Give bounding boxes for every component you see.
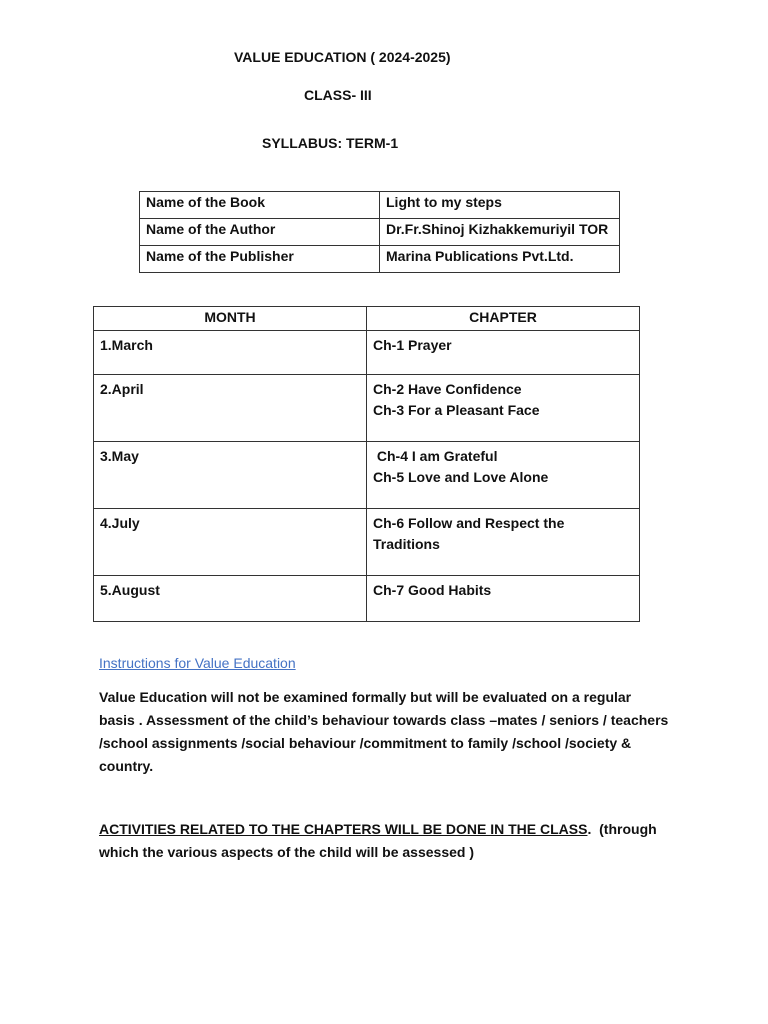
chapter-cell	[367, 331, 640, 375]
instructions-heading-link[interactable]: Instructions for Value Education	[99, 655, 296, 671]
book-value: Light to my steps	[380, 192, 620, 219]
book-info-table	[139, 191, 620, 273]
table-row	[94, 331, 640, 375]
table-row	[140, 219, 620, 246]
chapter-cell	[367, 375, 640, 442]
chapter-cell	[367, 442, 640, 509]
class-label: CLASS- III	[304, 87, 372, 103]
table-row	[140, 192, 620, 219]
chapter-cell	[367, 509, 640, 576]
chapter-line: Ch-3 For a Pleasant Face	[373, 402, 540, 418]
activities-heading: ACTIVITIES RELATED TO THE CHAPTERS WILL BE DONE IN THE CLASS	[99, 821, 588, 837]
table-row	[94, 442, 640, 509]
month-cell: 2.April	[94, 375, 367, 442]
chapter-line: Ch-5 Love and Love Alone	[373, 469, 549, 485]
table-row	[94, 576, 640, 622]
publisher-value: Marina Publications Pvt.Ltd.	[380, 246, 620, 273]
table-row	[94, 375, 640, 442]
month-cell: 3.May	[94, 442, 367, 509]
month-cell: 5.August	[94, 576, 367, 622]
author-label: Name of the Author	[140, 219, 380, 246]
chapter-line: Traditions	[373, 536, 440, 552]
activities-text: . (through which the various aspects of the child will be assessed )	[99, 821, 661, 860]
chapter-header: CHAPTER	[367, 307, 640, 331]
table-row	[94, 509, 640, 576]
author-value: Dr.Fr.Shinoj Kizhakkemuriyil TOR	[380, 219, 620, 246]
table-header-row	[94, 307, 640, 331]
chapter-cell	[367, 576, 640, 622]
month-cell: 4.July	[94, 509, 367, 576]
activities-note	[99, 818, 659, 864]
chapter-line: Ch-6 Follow and Respect the	[373, 515, 565, 531]
syllabus-label: SYLLABUS: TERM-1	[262, 135, 399, 151]
document-title: VALUE EDUCATION ( 2024-2025)	[234, 49, 451, 65]
chapter-line: Ch-7 Good Habits	[373, 582, 492, 598]
publisher-label: Name of the Publisher	[140, 246, 380, 273]
chapter-line: Ch-1 Prayer	[373, 337, 452, 353]
table-row	[140, 246, 620, 273]
instructions-body: Value Education will not be examined formally but will be evaluated on a regular basis . Assessment of the child’s behaviour towards class –mates / seniors / teachers /school assignments /social behaviour /commitment to family /school /society & country.	[99, 689, 669, 774]
book-label: Name of the Book	[140, 192, 380, 219]
month-header: MONTH	[94, 307, 367, 331]
chapter-line: Ch-4 I am Grateful	[373, 448, 498, 464]
month-cell: 1.March	[94, 331, 367, 375]
chapter-line: Ch-2 Have Confidence	[373, 381, 522, 397]
month-chapter-table	[93, 306, 640, 622]
